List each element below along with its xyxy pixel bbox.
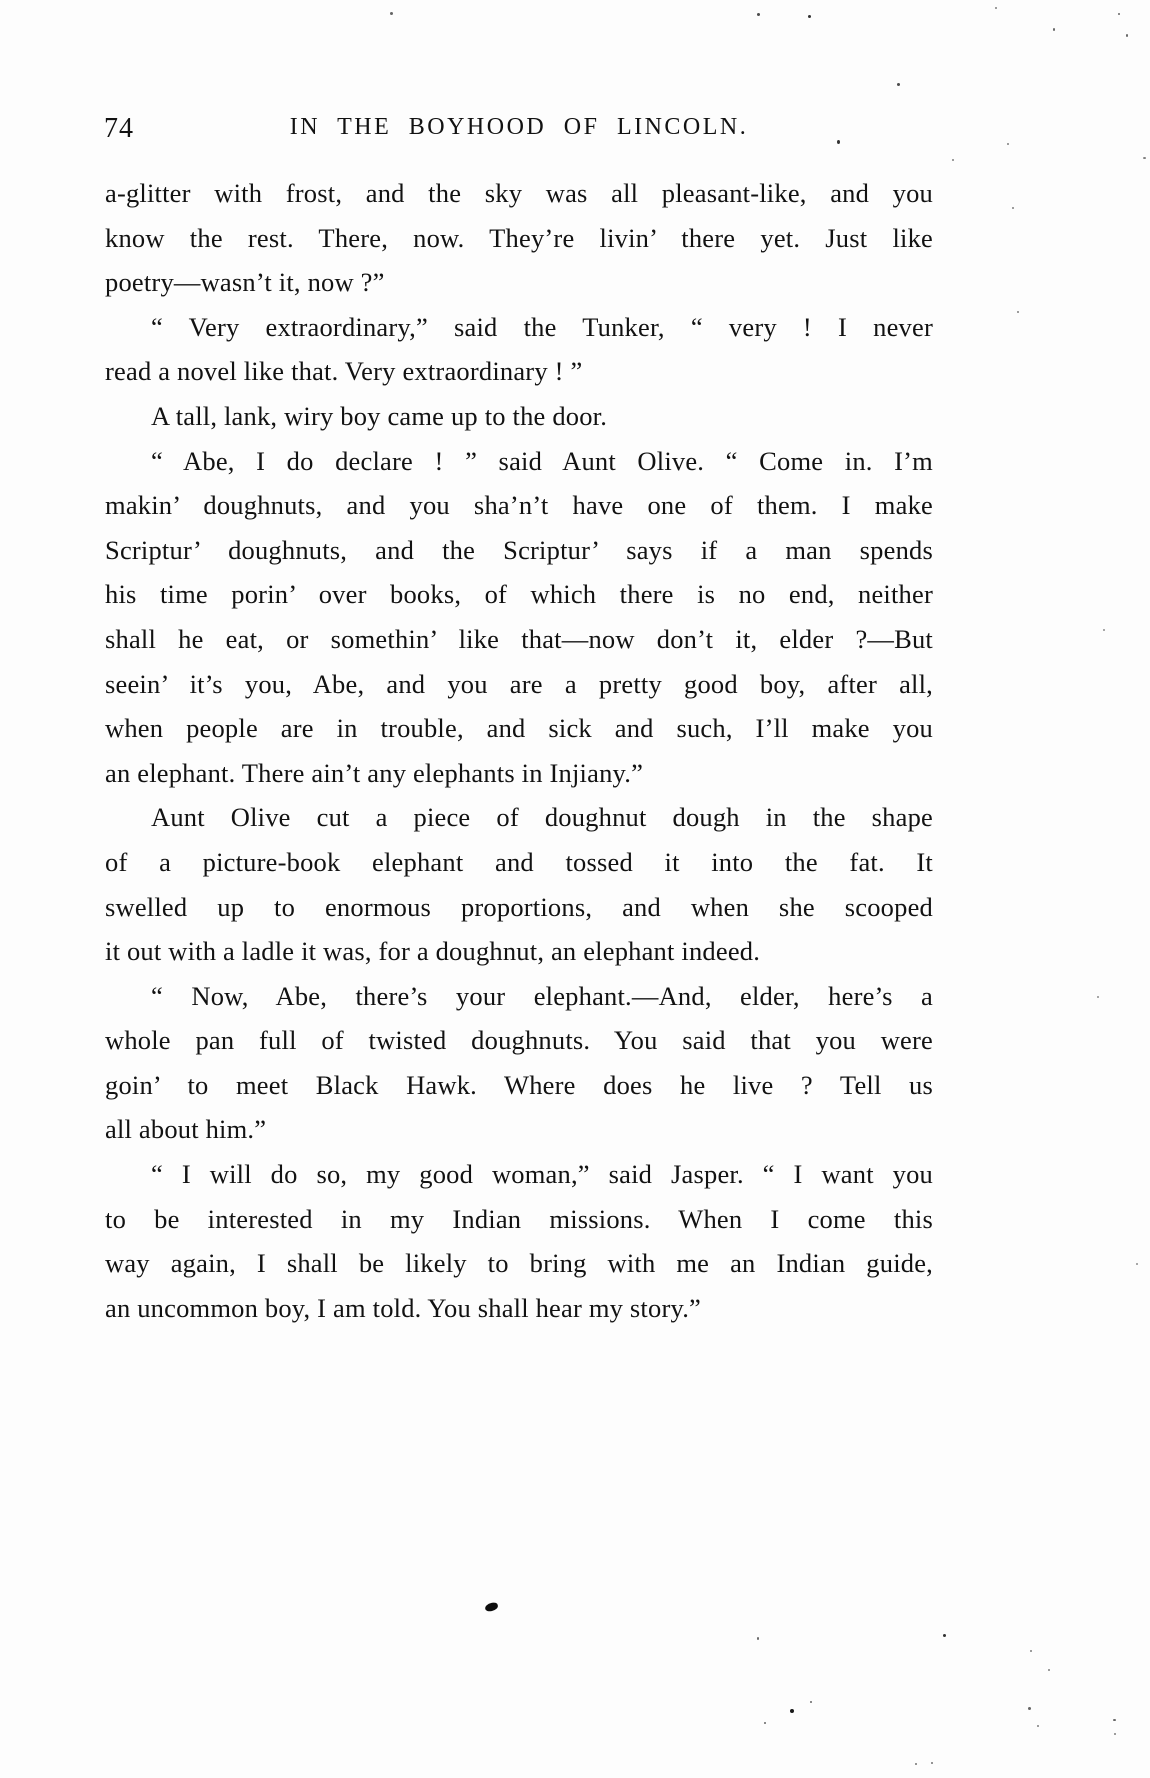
text-line: Aunt Olive cut a piece of doughnut dough in the shape [151,802,933,833]
scan-speck [931,1762,933,1764]
ink-blot [484,1602,498,1613]
scan-speck [810,1701,812,1703]
scan-speck [757,1637,759,1640]
scan-speck [1030,1650,1032,1652]
scan-speck [1007,143,1009,145]
text-line: read a novel like that. Very extraordinary ! ” [105,356,583,387]
text-line: of a picture-book elephant and tossed it into the fat. It [105,846,933,877]
text-line: goin’ to meet Black Hawk. Where does he live ? Tell us [105,1069,933,1100]
scan-speck [897,83,900,86]
paragraph [105,974,933,1152]
scan-speck [1136,1263,1138,1265]
scan-speck [1048,1669,1050,1671]
scan-speck [757,13,760,16]
text-line: whole pan full of twisted doughnuts. You said that you were [105,1025,933,1056]
scan-speck [943,1634,946,1637]
paragraph [105,171,933,305]
running-header: IN THE BOYHOOD OF LINCOLN. [289,114,749,140]
text-line: shall he eat, or somethin’ like that—now don’t it, elder ?—But [105,623,933,654]
scan-speck [1113,1719,1116,1721]
text-line: poetry—wasn’t it, now ?” [105,267,385,298]
paragraph [105,305,933,394]
paragraph [105,439,933,796]
scan-speck [1028,1707,1031,1710]
text-line: swelled up to enormous proportions, and when she scooped [105,891,933,922]
page-body [105,171,933,1330]
text-line: “ I will do so, my good woman,” said Jasper. “ I want you [151,1159,933,1190]
text-line: makin’ doughnuts, and you sha’n’t have one of them. I make [105,490,933,521]
text-line: when people are in trouble, and sick and such, I’ll make you [105,713,933,744]
text-line: an elephant. There ain’t any elephants in Injiany.” [105,757,644,788]
text-line: a-glitter with frost, and the sky was all pleasant-like, and you [105,178,933,208]
scan-speck [915,1763,917,1765]
scan-speck [952,159,954,161]
text-line: seein’ it’s you, Abe, and you are a pretty good boy, after all, [105,668,933,699]
paragraph [105,394,933,439]
scan-speck [1103,629,1105,631]
page-number: 74 [104,113,134,144]
text-line: A tall, lank, wiry boy came up to the door. [151,400,608,431]
text-line: “ Now, Abe, there’s your elephant.—And, elder, here’s a [151,980,933,1011]
text-line: “ Very extraordinary,” said the Tunker, “ very ! I never [151,311,933,342]
scan-speck [1097,996,1099,998]
paragraph [105,795,933,973]
scan-speck [1017,311,1019,313]
paragraph [105,1152,933,1330]
scan-speck [808,15,811,18]
text-line: know the rest. There, now. They’re livin’ there yet. Just like [105,222,933,253]
scan-speck [1114,1733,1116,1735]
scan-speck [837,140,840,144]
scan-speck [1143,157,1146,159]
scan-speck [1053,28,1055,31]
text-line: “ Abe, I do declare ! ” said Aunt Olive. “ Come in. I’m [151,445,933,476]
text-line: way again, I shall be likely to bring with me an Indian guide, [105,1248,933,1279]
text-line: an uncommon boy, I am told. You shall hear my story.” [105,1292,701,1323]
scan-speck [1037,1725,1039,1727]
scan-speck [1118,13,1120,15]
scan-speck [995,7,997,9]
text-line: all about him.” [105,1114,267,1145]
text-line: his time porin’ over books, of which there is no end, neither [105,579,933,610]
scan-speck [1126,34,1128,37]
scan-speck [790,1709,794,1713]
text-line: to be interested in my Indian missions. When I come this [105,1203,933,1234]
scan-speck [764,1722,766,1724]
scan-speck [390,12,393,15]
text-line: it out with a ladle it was, for a doughnut, an elephant indeed. [105,936,761,967]
text-line: Scriptur’ doughnuts, and the Scriptur’ says if a man spends [105,534,933,565]
scan-speck [1012,207,1014,209]
